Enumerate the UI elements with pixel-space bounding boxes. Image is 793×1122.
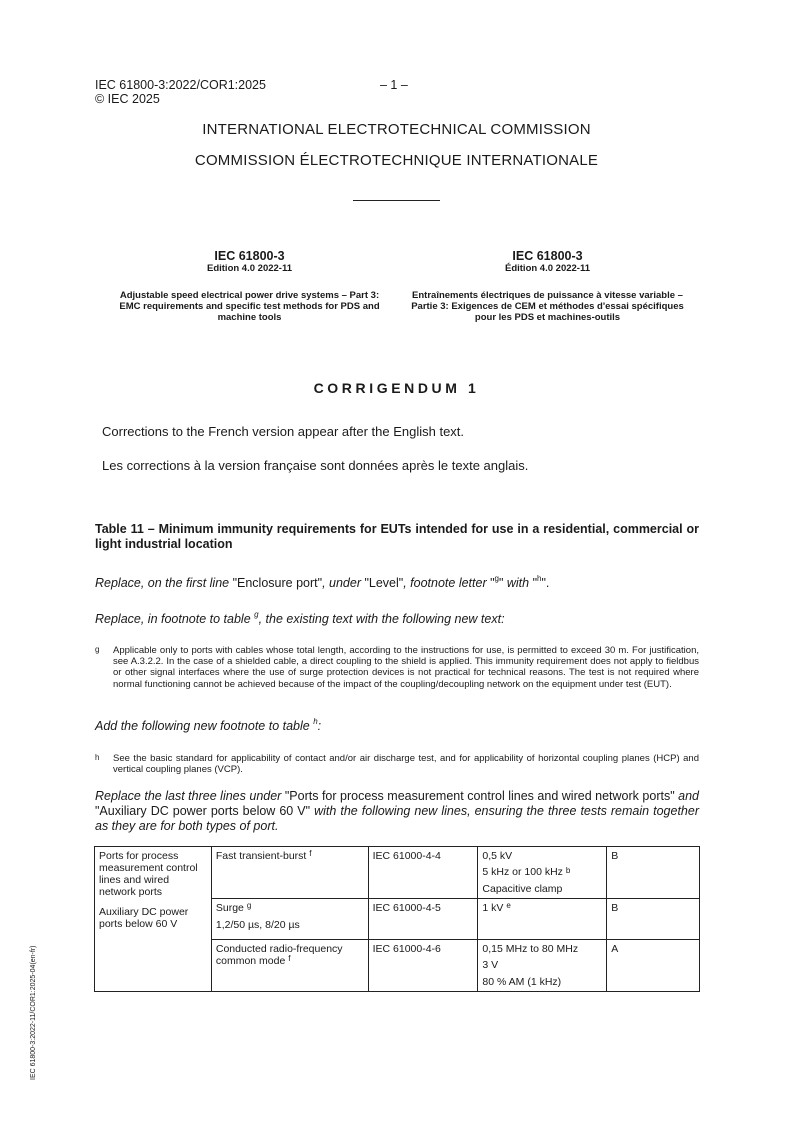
footnote-marker: h (95, 753, 100, 762)
quote-mark: ". (541, 576, 550, 590)
instruction-text: Add the following new footnote to table (95, 719, 314, 733)
footnote-letter: h (313, 717, 318, 726)
intro-english: Corrections to the French version appear after the English text. (102, 424, 465, 439)
footnote-text: See the basic standard for applicability of contact and/or air discharge test, and for applicability of horizontal coupling planes (HCP) and vertical coupling planes (VCP). (113, 753, 699, 776)
instruction-text: Replace, in footnote to table (95, 612, 255, 626)
level-line: 3 V (482, 959, 499, 971)
footnote-letter: h (537, 574, 542, 583)
standard-number: IEC 61800-3 (512, 249, 583, 263)
standard-block-french (410, 249, 685, 323)
basic-standard-cell: IEC 61000-4-5 (368, 899, 478, 940)
phenomenon-detail: 1,2/50 µs, 8/20 µs (215, 919, 300, 931)
instruction-text: Replace the last three lines under (95, 789, 285, 803)
instruction-text: Replace, on the first line (95, 576, 233, 590)
replacement-table (94, 846, 700, 992)
level-line: Capacitive clamp (482, 883, 563, 895)
instruction-text: with (503, 576, 533, 590)
quote-mark: " (498, 576, 504, 590)
instruction-add-footnote (95, 719, 321, 733)
quoted-text: "Ports for process measurement control lines and wired network ports" (284, 789, 675, 803)
basic-standard-cell: IEC 61000-4-6 (368, 940, 478, 992)
level-cell (478, 940, 607, 992)
phenomenon-text: Conducted radio-frequency common mode (215, 943, 343, 967)
standard-edition: Edition 4.0 2022-11 (206, 263, 292, 274)
standard-edition: Édition 4.0 2022-11 (504, 263, 590, 274)
commission-name-english: INTERNATIONAL ELECTROTECHNICAL COMMISSION (202, 121, 591, 138)
port-name: Auxiliary DC power ports below 60 V (99, 906, 189, 930)
level-cell (478, 847, 607, 899)
document-reference: IEC 61800-3:2022/COR1:2025 (95, 78, 266, 92)
footnote-letter: g (254, 610, 259, 619)
phenomenon-text: Surge (215, 902, 247, 914)
port-name: Ports for process measurement control lines and wired network ports (99, 850, 198, 898)
instruction-text: and (674, 789, 699, 803)
level-line: 80 % AM (1 kHz) (482, 976, 562, 988)
instruction-replace-footnote-text (95, 612, 505, 626)
standard-number: IEC 61800-3 (214, 249, 285, 263)
phenomenon-text: Fast transient-burst (215, 850, 310, 862)
footnote-h (95, 753, 699, 775)
criterion-cell: A (607, 940, 700, 992)
standard-block-english (117, 249, 382, 323)
footnote-g (95, 645, 699, 690)
quote-mark: " (532, 576, 538, 590)
standard-title: Adjustable speed electrical power drive systems – Part 3: EMC requirements and specific test methods for PDS and machine tools (119, 290, 380, 323)
corrigendum-title: CORRIGENDUM 1 (313, 380, 480, 396)
instruction-text: , the existing text with the following new text: (258, 612, 505, 626)
commission-name-french: COMMISSION ÉLECTROTECHNIQUE INTERNATIONALE (194, 152, 599, 169)
standard-title: Entraînements électriques de puissance à vitesse variable – Partie 3: Exigences de CEM et méthodes d'essai spécifiques pour les PDS et machines-outils (411, 290, 684, 323)
instruction-text: : (317, 719, 322, 733)
footnote-letter: f (309, 849, 312, 858)
level-line: 0,15 MHz to 80 MHz (482, 943, 579, 955)
instruction-text: with the following new lines, ensuring the three tests remain together as they are for both types of port. (95, 804, 699, 833)
basic-standard-cell: IEC 61000-4-4 (368, 847, 478, 899)
footnote-letter: b (565, 866, 571, 875)
level-line: 5 kHz or 100 kHz $^b$ (482, 866, 571, 878)
side-reference: IEC 61800-3:2022-11/COR1:2025-04(en-fr) (30, 945, 37, 1080)
table-caption: Table 11 – Minimum immunity requirements for EUTs intended for use in a residential, commercial or light industrial location (95, 522, 699, 551)
instruction-text: , footnote letter (403, 576, 491, 590)
quote-mark: " (490, 576, 495, 590)
port-cell (95, 847, 212, 992)
table-row (95, 847, 700, 899)
phenomenon-cell (211, 847, 368, 899)
footnote-letter: e (506, 901, 511, 910)
footnote-letter: g (494, 574, 499, 583)
instruction-replace-lines (95, 789, 699, 834)
intro-french: Les corrections à la version française sont données après le texte anglais. (102, 458, 529, 473)
level-cell: 1 kV $^e$ (478, 899, 607, 940)
copyright-notice: © IEC 2025 (95, 92, 160, 106)
divider (353, 200, 440, 201)
quoted-text: "Level" (364, 576, 404, 590)
footnote-letter: g (246, 901, 252, 910)
quoted-text: "Auxiliary DC power ports below 60 V" (95, 804, 311, 818)
level-line: 0,5 kV (482, 850, 513, 862)
footnote-letter: f (288, 954, 291, 963)
criterion-cell: B (607, 899, 700, 940)
footnote-text: Applicable only to ports with cables whose total length, according to the instructions for use, is permitted to exceed 30 m. For justification, see A.3.2.2. In the case of a shielded cable, a direct coupling to the shield is applied. This immunity requirement does not apply to fieldbus or other signal interfaces where the use of surge protection devices is not practical for technical reasons. The test is not required where normal functioning cannot be achieved because of the impact of the coupling/decoupling network on the equipment under test (EUT). (113, 645, 699, 690)
footnote-marker: g (95, 645, 100, 654)
page-number: – 1 – (380, 78, 408, 92)
instruction-text: , under (322, 576, 365, 590)
phenomenon-cell (211, 940, 368, 992)
instruction-replace-footnote-letter (95, 576, 549, 590)
phenomenon-cell (211, 899, 368, 940)
criterion-cell: B (607, 847, 700, 899)
quoted-text: "Enclosure port" (232, 576, 323, 590)
